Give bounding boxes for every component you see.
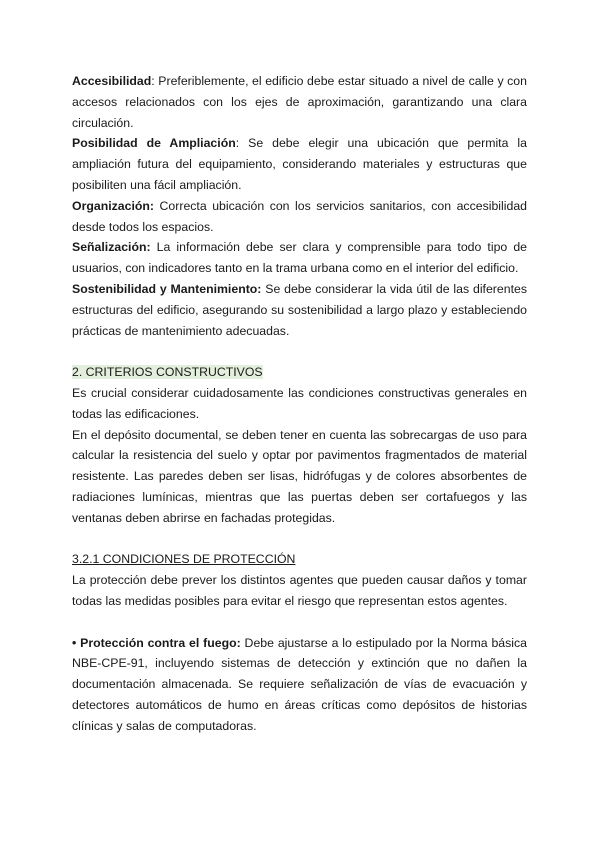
criterion-term: Sostenibilidad y Mantenimiento: <box>72 281 262 296</box>
spacer <box>72 341 527 362</box>
criterion-term: Accesibilidad <box>72 74 152 88</box>
section-2-paragraph-1: Es crucial considerar cuidadosamente las condiciones constructivas generales en todas las edificaciones. <box>72 385 527 421</box>
document-page <box>72 71 527 737</box>
section-321-paragraph: La protección debe prever los distintos agentes que pueden causar daños y tomar todas las medidas posibles para evitar el riesgo que representan estos agentes. <box>72 573 527 608</box>
bullet-fire-protection <box>72 633 527 737</box>
criterion-term: Organización: <box>72 198 154 213</box>
criterion-senalizacion <box>72 237 527 279</box>
criterion-organizacion <box>72 196 527 238</box>
section-2-heading: 2. CRITERIOS CONSTRUCTIVOS <box>72 365 263 380</box>
criterion-separator: : <box>235 136 240 151</box>
section-321-heading: 3.2.1 CONDICIONES DE PROTECCIÓN <box>72 552 296 567</box>
criterion-text: Se debe considerar la vida útil de las diferentes estructuras del edificio, asegurando su sostenibilidad a largo plazo y estableciendo prácticas de mantenimiento adecuadas. <box>72 281 527 338</box>
criterion-text: La información debe ser clara y comprensible para todo tipo de usuarios, con indicadores tanto en la trama urbana como en el interior del edificio. <box>72 240 527 276</box>
criterion-separator: : <box>151 74 155 88</box>
section-321-heading-line <box>72 549 527 570</box>
section-2-heading-line <box>72 362 527 383</box>
criterion-ampliacion <box>72 133 527 195</box>
criterion-text: Preferiblemente, el edificio debe estar situado a nivel de calle y con accesos relacionados con los ejes de aproximación, garantizando una clara circulación. <box>72 74 527 130</box>
criterion-accesibilidad <box>72 71 527 133</box>
criterion-sostenibilidad <box>72 279 527 341</box>
spacer <box>72 612 527 633</box>
criterion-term: Señalización: <box>72 240 151 255</box>
criterion-text: Se debe elegir una ubicación que permita la ampliación futura del equipamiento, considerando materiales y estructuras que posibiliten una fácil ampliación. <box>72 136 527 192</box>
criterion-text: Correcta ubicación con los servicios sanitarios, con accesibilidad desde todos los espacios. <box>72 198 527 234</box>
criterion-term: Posibilidad de Ampliación <box>72 136 236 151</box>
bullet-term: Protección contra el fuego: <box>80 635 241 650</box>
section-2-paragraph-2: En el depósito documental, se deben tener en cuenta las sobrecargas de uso para calcular la resistencia del suelo y optar por pavimentos fragmentados de material resistente. Las paredes deben ser lisas, hidrófugas y de colores absorbentes de radiaciones lumínicas, mientras que las puertas deben ser cortafuegos y las ventanas deben abrirse en fachadas protegidas. <box>72 427 527 525</box>
spacer <box>72 529 527 550</box>
bullet-text: Debe ajustarse a lo estipulado por la Norma básica NBE-CPE-91, incluyendo sistemas de detección y extinción que no dañen la documentación almacenada. Se requiere señalización de vías de evacuación y detectores automáticos de humo en áreas críticas como depósitos de historias clínicas y salas de computadoras. <box>72 635 527 733</box>
bullet-marker: • <box>72 635 77 650</box>
